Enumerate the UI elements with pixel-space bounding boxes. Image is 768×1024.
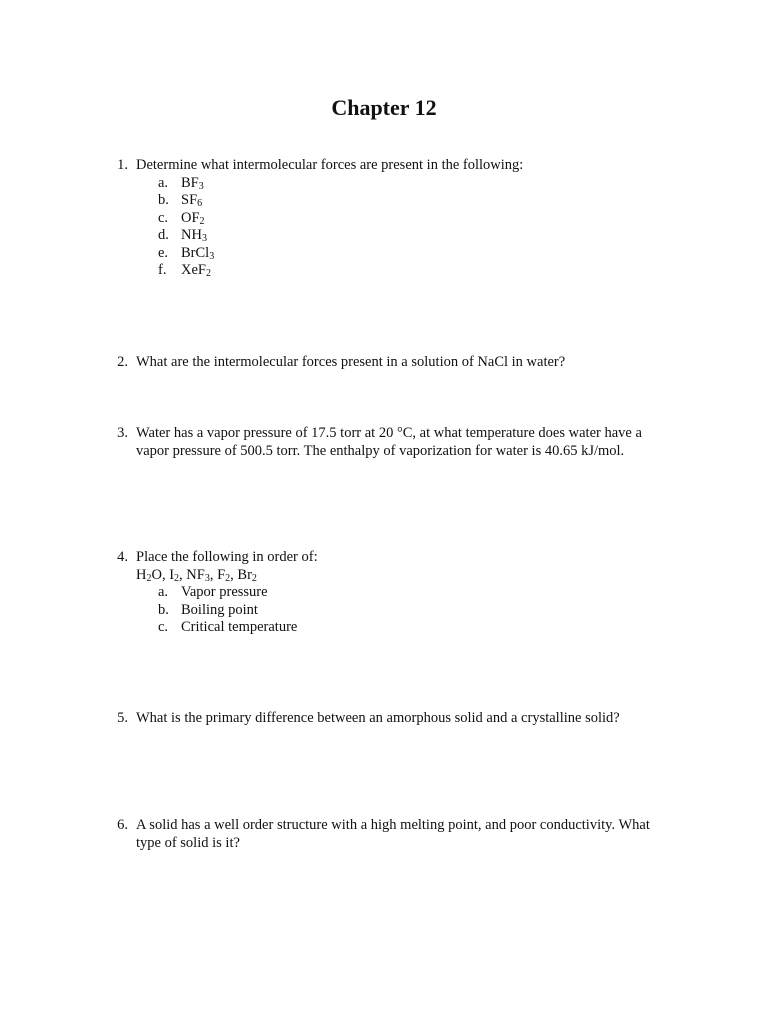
item-formula: XeF2 — [181, 262, 211, 279]
question-5 — [110, 710, 680, 728]
question-number: 5. — [117, 710, 128, 726]
item-letter: b. — [158, 192, 169, 208]
list-item — [136, 602, 680, 620]
list-item — [136, 245, 680, 263]
question-text: Determine what intermolecular forces are present in the following: — [136, 157, 524, 173]
item-letter: b. — [158, 601, 169, 618]
question-number: 1. — [117, 157, 128, 173]
question-text-line: vapor pressure of 500.5 torr. The enthalpy of vaporization for water is 40.65 kJ/mol. — [136, 442, 625, 459]
item-letter: a. — [158, 584, 169, 600]
list-item — [136, 227, 680, 245]
question-text: What is the primary difference between an amorphous solid and a crystalline solid? — [136, 710, 620, 726]
list-item — [136, 262, 680, 280]
question-text-line: A solid has a well order structure with a high melting point, and poor conductivity. What — [136, 817, 650, 833]
item-formula: BF3 — [181, 174, 204, 192]
question-number: 6. — [117, 817, 128, 833]
question-3 — [110, 425, 680, 460]
question-2 — [110, 354, 680, 372]
question-number: 2. — [117, 354, 128, 370]
question-number: 3. — [117, 425, 128, 441]
item-letter: f. — [158, 262, 167, 278]
item-letter: e. — [158, 244, 169, 261]
question-number: 4. — [117, 549, 128, 565]
question-text-line: type of solid is it? — [136, 834, 240, 851]
question-text — [136, 817, 680, 852]
item-formula: BrCl3 — [181, 244, 215, 262]
item-formula: NH3 — [181, 227, 207, 244]
item-formula: OF2 — [181, 209, 205, 227]
list-item — [136, 210, 680, 228]
list-item — [136, 619, 680, 637]
item-text: Boiling point — [181, 601, 258, 618]
item-formula: SF6 — [181, 192, 203, 209]
question-text: What are the intermolecular forces present in a solution of NaCl in water? — [136, 354, 566, 370]
list-item — [136, 584, 680, 602]
list-item — [136, 175, 680, 193]
item-letter: a. — [158, 174, 169, 191]
item-text: Critical temperature — [181, 619, 298, 635]
question-1 — [110, 157, 680, 280]
item-letter: d. — [158, 227, 169, 243]
item-letter: c. — [158, 209, 169, 226]
item-text: Vapor pressure — [181, 584, 268, 600]
question-text — [136, 425, 680, 460]
item-letter: c. — [158, 619, 169, 635]
question-6 — [110, 817, 680, 852]
question-text-line: Water has a vapor pressure of 17.5 torr at 20 °C, at what temperature does water have a — [136, 425, 642, 441]
question-4 — [110, 549, 680, 637]
compound-list: H2O, I2, NF3, F2, Br2 — [136, 566, 257, 584]
page-title: Chapter 12 — [331, 95, 437, 120]
list-item — [136, 192, 680, 210]
question-text: Place the following in order of: — [136, 549, 318, 565]
